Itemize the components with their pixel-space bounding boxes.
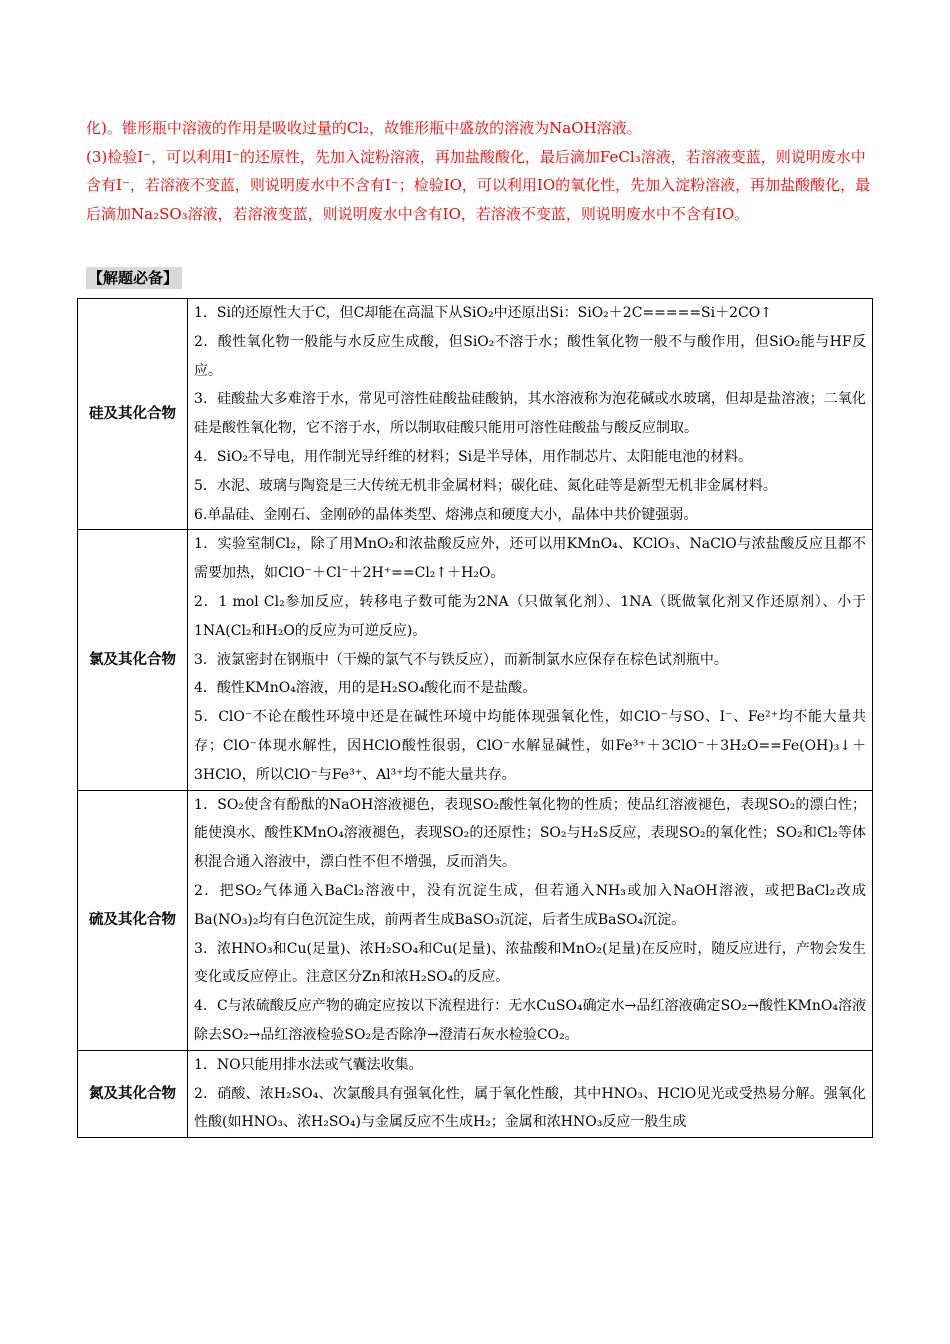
- list-item: 1．NO只能用排水法或气囊法收集。: [194, 1056, 423, 1073]
- list-item: 1．实验室制Cl₂，除了用MnO₂和浓盐酸反应外，还可以用KMnO₄、KClO₃、NaClO与浓盐酸反应且都不需要加热，如ClO⁻＋Cl⁻＋2H⁺==Cl₂↑＋H₂O。: [194, 536, 866, 582]
- table-row-silicon: [78, 299, 873, 530]
- list-item: 6.单晶硅、金刚石、金刚砂的晶体类型、熔沸点和硬度大小，晶体中共价键强弱。: [194, 506, 698, 523]
- list-item: 5．水泥、玻璃与陶瓷是三大传统无机非金属材料；碳化硅、氮化硅等是新型无机非金属材料。: [194, 477, 777, 494]
- items-cell: [188, 790, 873, 1050]
- table-row-chlorine: [78, 530, 873, 790]
- list-item: 3．液氯密封在钢瓶中（干燥的氯气不与铁反应），而新制氯水应保存在棕色试剂瓶中。: [194, 651, 728, 668]
- items-cell: [188, 1050, 873, 1137]
- list-item: 2．硝酸、浓H₂SO₄、次氯酸具有强氧化性，属于氧化性酸，其中HNO₃、HClO见光或受热易分解。强氧化性酸(如HNO₃、浓H₂SO₄)与金属反应不生成H₂；金属和浓HNO₃反应一般生成: [194, 1085, 866, 1131]
- intro-text: [86, 114, 876, 228]
- category-cell: 氯及其化合物: [78, 530, 188, 790]
- table-row-nitrogen: [78, 1050, 873, 1137]
- category-cell: 硫及其化合物: [78, 790, 188, 1050]
- list-item: 4．C与浓硫酸反应产物的确定应按以下流程进行：无水CuSO₄确定水→品红溶液确定SO₂→酸性KMnO₄溶液除去SO₂→品红溶液检验SO₂是否除净→澄清石灰水检验CO₂。: [194, 998, 866, 1043]
- knowledge-table: [77, 298, 873, 1138]
- list-item: 3．硅酸盐大多难溶于水，常见可溶性硅酸盐硅酸钠，其水溶液称为泡花碱或水玻璃，但却是盐溶液；二氧化硅是酸性氧化物，它不溶于水，所以制取硅酸只能用可溶性硅酸盐与酸反应制取。: [194, 391, 866, 437]
- list-item: 2．酸性氧化物一般能与水反应生成酸，但SiO₂不溶于水；酸性氧化物一般不与酸作用，但SiO₂能与HF反应。: [194, 333, 866, 379]
- list-item: 4．SiO₂不导电，用作制光导纤维的材料；Si是半导体，用作制芯片、太阳能电池的材料。: [194, 448, 753, 465]
- list-item: 4．酸性KMnO₄溶液，用的是H₂SO₄酸化而不是盐酸。: [194, 680, 537, 697]
- list-item: 5．ClO⁻不论在酸性环境中还是在碱性环境中均能体现强氧化性，如ClO⁻与SO、I⁻、Fe²⁺均不能大量共存；ClO⁻体现水解性，因HClO酸性很弱，ClO⁻水解显碱性，如Fe³⁺＋3ClO⁻＋3H₂O==Fe(OH)₃↓＋3HClO，所以ClO⁻与Fe³⁺、Al³⁺均不能大量共存。: [194, 709, 866, 783]
- category-cell: 硅及其化合物: [78, 299, 188, 530]
- intro-paragraph-2: (3)检验I⁻，可以利用I⁻的还原性，先加入淀粉溶液，再加盐酸酸化，最后滴加FeCl₃溶液，若溶液变蓝，则说明废水中含有I⁻，若溶液不变蓝，则说明废水中不含有I⁻；检验IO，可以利用IO的氧化性，先加入淀粉溶液，再加盐酸酸化，最后滴加Na₂SO₃溶液，若溶液变蓝，则说明废水中含有IO，若溶液不变蓝，则说明废水中不含有IO。: [86, 147, 871, 223]
- list-item: 2．把SO₂气体通入BaCl₂溶液中，没有沉淀生成，但若通入NH₃或加入NaOH溶液，或把BaCl₂改成Ba(NO₃)₂均有白色沉淀生成，前两者生成BaSO₃沉淀，后者生成BaSO₄沉淀。: [194, 882, 866, 928]
- list-item: 1．Si的还原性大于C，但C却能在高温下从SiO₂中还原出Si：SiO₂＋2C=====Si＋2CO↑: [194, 305, 772, 321]
- list-item: 3．浓HNO₃和Cu(足量)、浓H₂SO₄和Cu(足量)、浓盐酸和MnO₂(足量)在反应时，随反应进行，产物会发生变化或反应停止。注意区分Zn和浓H₂SO₄的反应。: [194, 940, 866, 986]
- table-row-sulfur: [78, 790, 873, 1050]
- intro-line-1: 化)。锥形瓶中溶液的作用是吸收过量的Cl₂，故锥形瓶中盛放的溶液为NaOH溶液。: [86, 119, 642, 137]
- section-heading: 【解题必备】: [86, 267, 182, 289]
- category-cell: 氮及其化合物: [78, 1050, 188, 1137]
- items-cell: [188, 299, 873, 530]
- list-item: 2．1 mol Cl₂参加反应，转移电子数可能为2NA（只做氧化剂）、1NA（既做氧化剂又作还原剂）、小于1NA(Cl₂和H₂O的反应为可逆反应)。: [194, 593, 866, 639]
- list-item: 1．SO₂使含有酚酞的NaOH溶液褪色，表现SO₂酸性氧化物的性质；使品红溶液褪色，表现SO₂的漂白性；能使溴水、酸性KMnO₄溶液褪色，表现SO₂的还原性；SO₂与H₂S反应，表现SO₂的氧化性；SO₂和Cl₂等体积混合通入溶液中，漂白性不但不增强，反而消失。: [194, 796, 866, 871]
- items-cell: [188, 530, 873, 790]
